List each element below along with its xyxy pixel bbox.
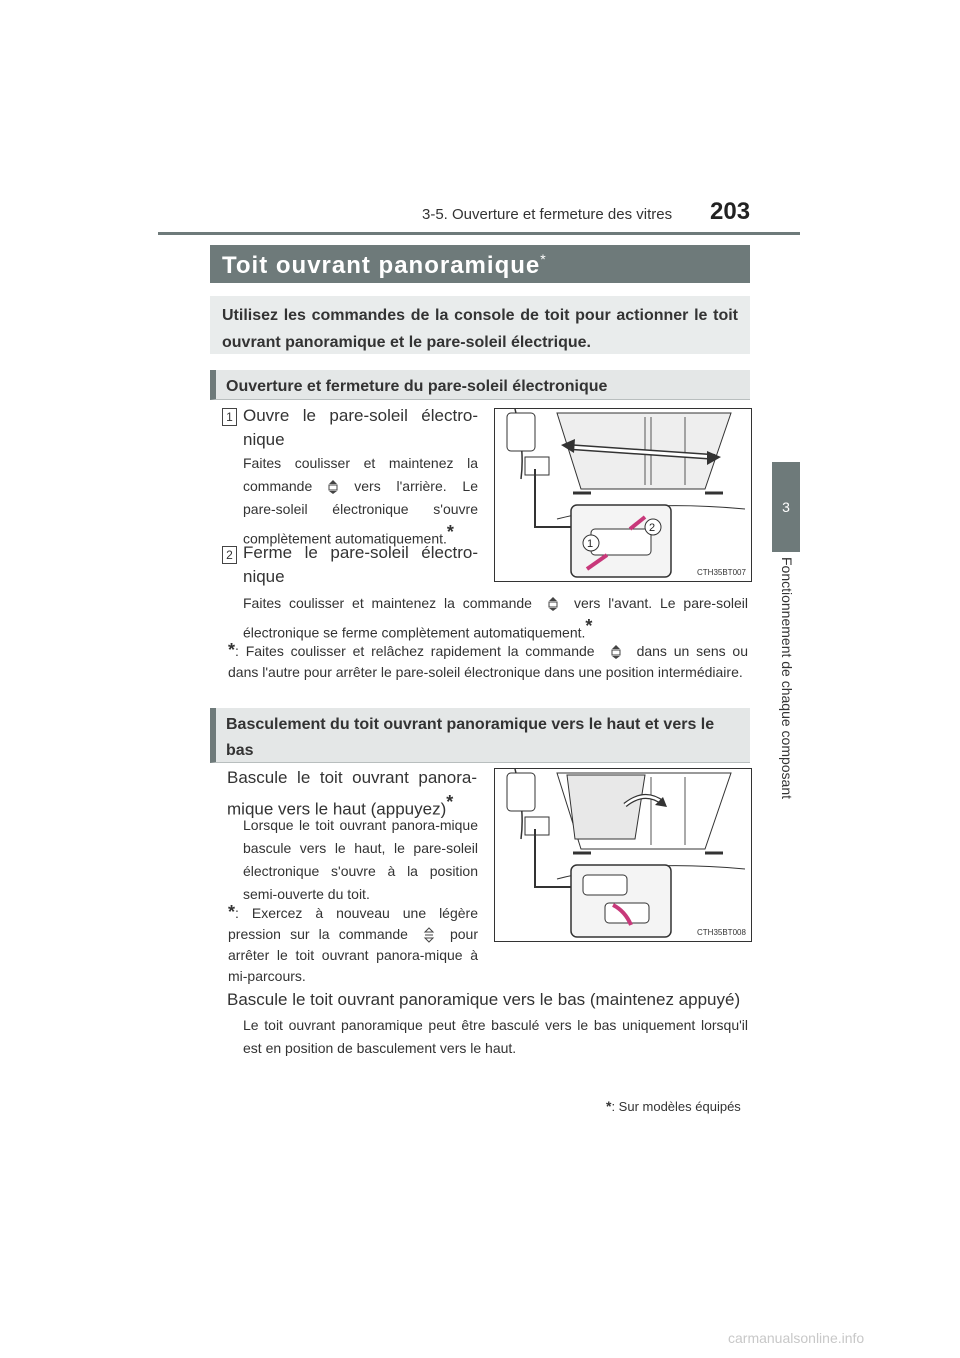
section2-heading: Basculement du toit ouvrant panoramique vers le haut et vers le bas xyxy=(210,708,750,763)
footnote-text: : Sur modèles équipés xyxy=(611,1099,741,1114)
figure2-code: CTH35BT008 xyxy=(697,928,746,937)
figure2-illustration xyxy=(495,769,751,941)
item1-body xyxy=(243,452,478,551)
section1-note xyxy=(228,640,748,683)
title-asterisk: * xyxy=(540,251,547,267)
item1-asterisk: * xyxy=(446,522,454,542)
note1-text-a: : Faites coulisser et relâchez rapidement la commande xyxy=(235,643,595,659)
section2-note xyxy=(228,902,478,987)
callout-1: 1 xyxy=(587,538,594,550)
item1-body-b: vers l'arrière. Le pare-soleil électronique s'ouvre complètement automatiquement. xyxy=(243,478,478,547)
note1-text-b: dans un sens ou dans l'autre pour arrêter le pare-soleil électronique dans une position intermédiaire. xyxy=(228,643,748,680)
item2-heading: Ferme le pare-soleil électro-nique xyxy=(243,543,478,586)
switch-icon xyxy=(609,644,623,660)
chapter-label-text: Fonctionnement de chaque composant xyxy=(779,556,795,800)
s2-item1-heading-text: Bascule le toit ouvrant panora-mique vers le haut (appuyez) xyxy=(227,768,477,819)
item1-body-a: Faites coulisser et maintenez la commande xyxy=(243,455,478,494)
figure1-code: CTH35BT007 xyxy=(697,568,746,577)
page-title-text: Toit ouvrant panoramique xyxy=(222,252,541,279)
watermark: carmanualsonline.info xyxy=(728,1330,865,1346)
note2-text-a: : Exercez à nouveau une légère pression sur la commande xyxy=(228,905,478,942)
figure1-illustration xyxy=(495,409,751,581)
page-footnote xyxy=(606,1098,741,1114)
item2-body-a: Faites coulisser et maintenez la commande xyxy=(243,595,532,611)
tilt-switch-icon xyxy=(422,927,436,943)
s2-item1-asterisk: * xyxy=(446,792,454,812)
page-number: 203 xyxy=(710,198,751,225)
header-section-title: 3-5. Ouverture et fermeture des vitres xyxy=(422,206,673,223)
s2-item2-heading: Bascule le toit ouvrant panoramique vers le bas (maintenez appuyé) xyxy=(227,990,741,1009)
callout-2: 2 xyxy=(649,522,656,534)
figure-sunshade-controls xyxy=(494,408,752,582)
page-title xyxy=(210,245,750,283)
item2-body xyxy=(243,592,748,645)
s2-item2-body: Le toit ouvrant panoramique peut être basculé vers le bas uniquement lorsqu'il est en position de basculement vers le haut. xyxy=(243,1017,748,1056)
header-rule xyxy=(158,232,800,235)
item2-body-b: vers l'avant. Le pare-soleil électronique se ferme complètement automatiquement. xyxy=(243,595,749,641)
chapter-tab: 3 xyxy=(772,462,800,552)
item1-number: 1 xyxy=(222,408,237,426)
note2-asterisk: * xyxy=(228,902,236,922)
figure-tilt-controls xyxy=(494,768,752,942)
item2-asterisk: * xyxy=(585,616,593,636)
note2-text-b: pour arrêter le toit ouvrant panora-mique à mi-parcours. xyxy=(228,926,478,984)
intro-box: Utilisez les commandes de la console de toit pour actionner le toit ouvrant panoramique et le pare-soleil électrique. xyxy=(210,296,750,354)
item1-heading: Ouvre le pare-soleil électro-nique xyxy=(243,406,478,449)
switch-icon xyxy=(326,479,340,495)
footnote-asterisk: * xyxy=(606,1098,612,1114)
s2-item1-body: Lorsque le toit ouvrant panora-mique bascule vers le haut, le pare-soleil électronique s'ouvre à la position semi-ouverte du toit. xyxy=(243,817,478,902)
section1-heading: Ouverture et fermeture du pare-soleil électronique xyxy=(210,370,750,400)
switch-icon xyxy=(546,596,560,612)
note1-asterisk: * xyxy=(228,640,236,660)
item2-number: 2 xyxy=(222,546,237,564)
